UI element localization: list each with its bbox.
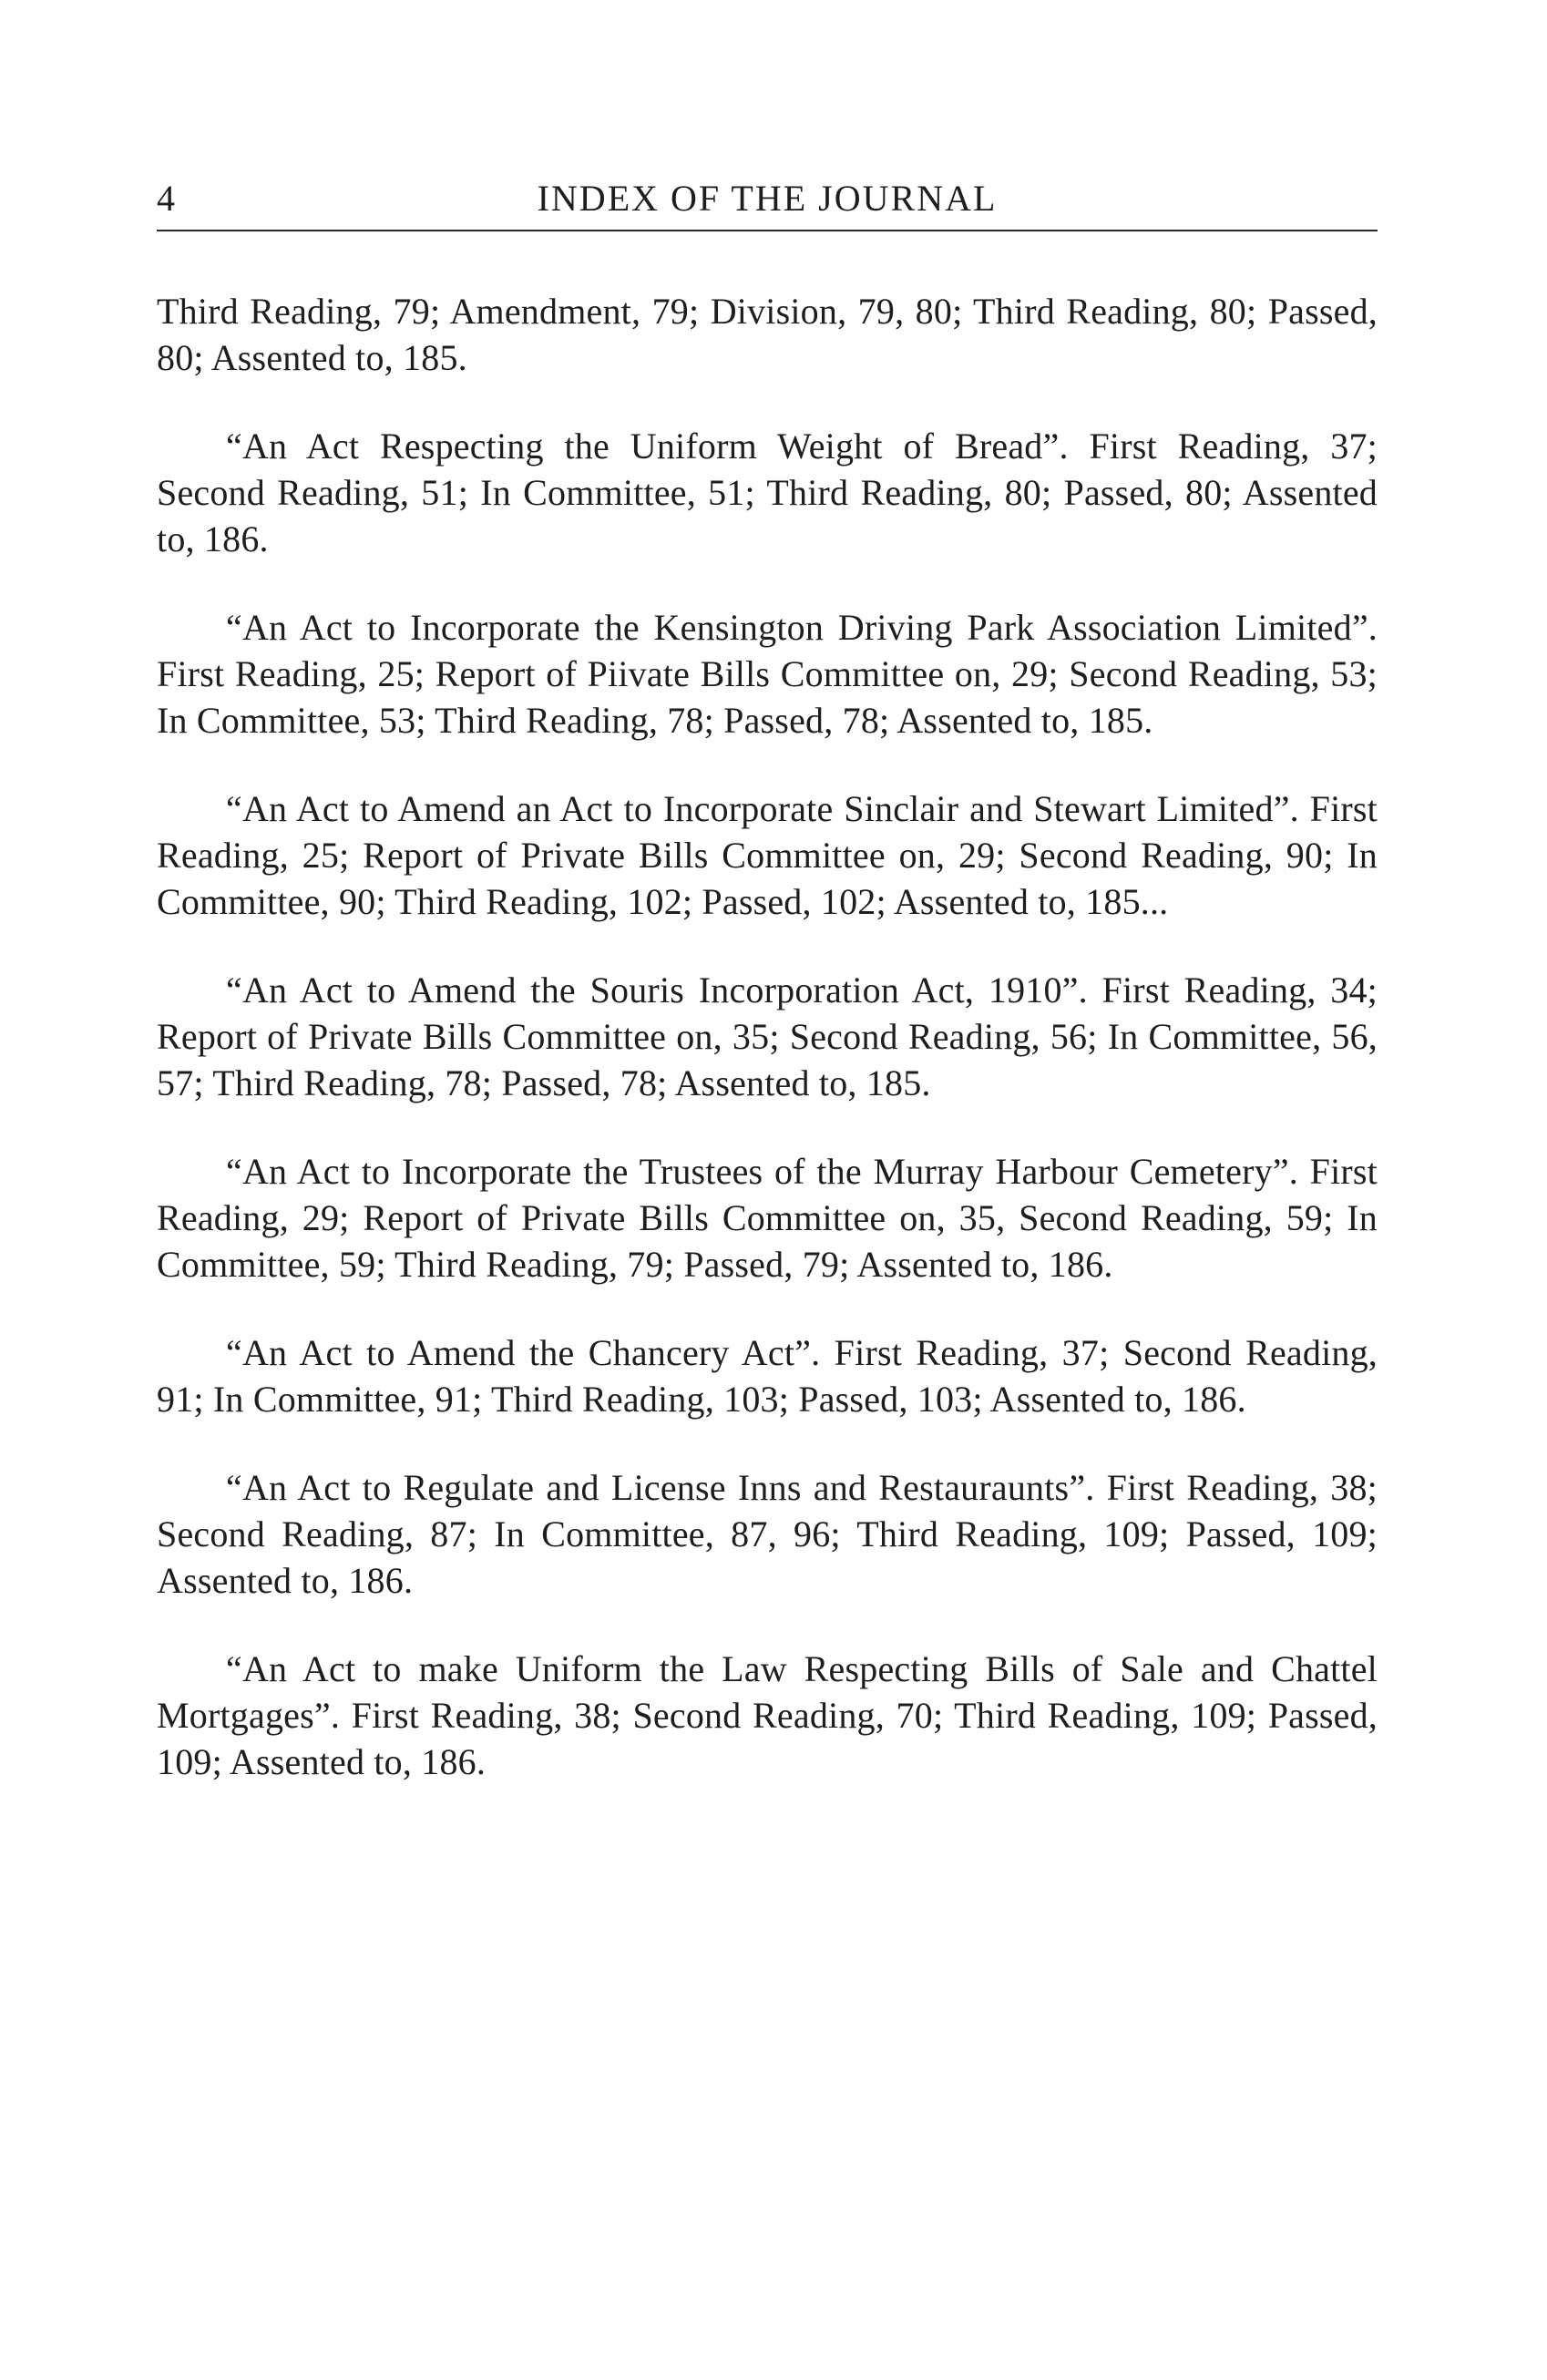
page-header [157, 173, 1378, 231]
index-entry-kensington-act: “An Act to Incorporate the Kensington Driving Park Association Limited”. First Reading, 25; Report of Piivate Bills Committee on, 29; Second Reading, 53; In Committee, 53; Third Reading, 78; Passed, 78; Assented to, 185. [157, 607, 1378, 741]
index-entry-bills-of-sale-act: “An Act to make Uniform the Law Respecting Bills of Sale and Chattel Mortgages”. First Reading, 38; Second Reading, 70; Third Reading, 109; Passed, 109; Assented to, 186. [157, 1648, 1378, 1782]
index-entries [157, 288, 1378, 1785]
running-title: INDEX OF THE JOURNAL [537, 178, 998, 219]
page-number: 4 [157, 178, 175, 219]
index-entry-inns-act: “An Act to Regulate and License Inns and Restauraunts”. First Reading, 38; Second Reading, 87; In Committee, 87, 96; Third Reading, 109; Passed, 109; Assented to, 186. [157, 1467, 1378, 1601]
index-entry-bread-act: “An Act Respecting the Uniform Weight of Bread”. First Reading, 37; Second Reading, 51; In Committee, 51; Third Reading, 80; Passed, 80; Assented to, 186. [157, 426, 1378, 559]
index-entry-murray-harbour-act: “An Act to Incorporate the Trustees of the Murray Harbour Cemetery”. First Reading, 29; Report of Private Bills Committee on, 35, Second Reading, 59; In Committee, 59; Third Reading, 79; Passed, 79; Assented to, 186. [157, 1151, 1378, 1285]
index-entry-souris-act: “An Act to Amend the Souris Incorporation Act, 1910”. First Reading, 34; Report of Private Bills Committee on, 35; Second Reading, 56; In Committee, 56, 57; Third Reading, 78; Passed, 78; Assented to, 185. [157, 969, 1378, 1103]
index-entry-chancery-act: “An Act to Amend the Chancery Act”. First Reading, 37; Second Reading, 91; In Committee, 91; Third Reading, 103; Passed, 103; Assented to, 186. [157, 1332, 1378, 1420]
index-entry-sinclair-stewart-act: “An Act to Amend an Act to Incorporate Sinclair and Stewart Limited”. First Reading, 25; Report of Private Bills Committee on, 29; Second Reading, 90; In Committee, 90; Third Reading, 102; Passed, 102; Assented to, 185... [157, 788, 1378, 922]
index-entry-continuation: Third Reading, 79; Amendment, 79; Division, 79, 80; Third Reading, 80; Passed, 80; Assented to, 185. [157, 291, 1378, 378]
journal-page [157, 173, 1378, 1827]
